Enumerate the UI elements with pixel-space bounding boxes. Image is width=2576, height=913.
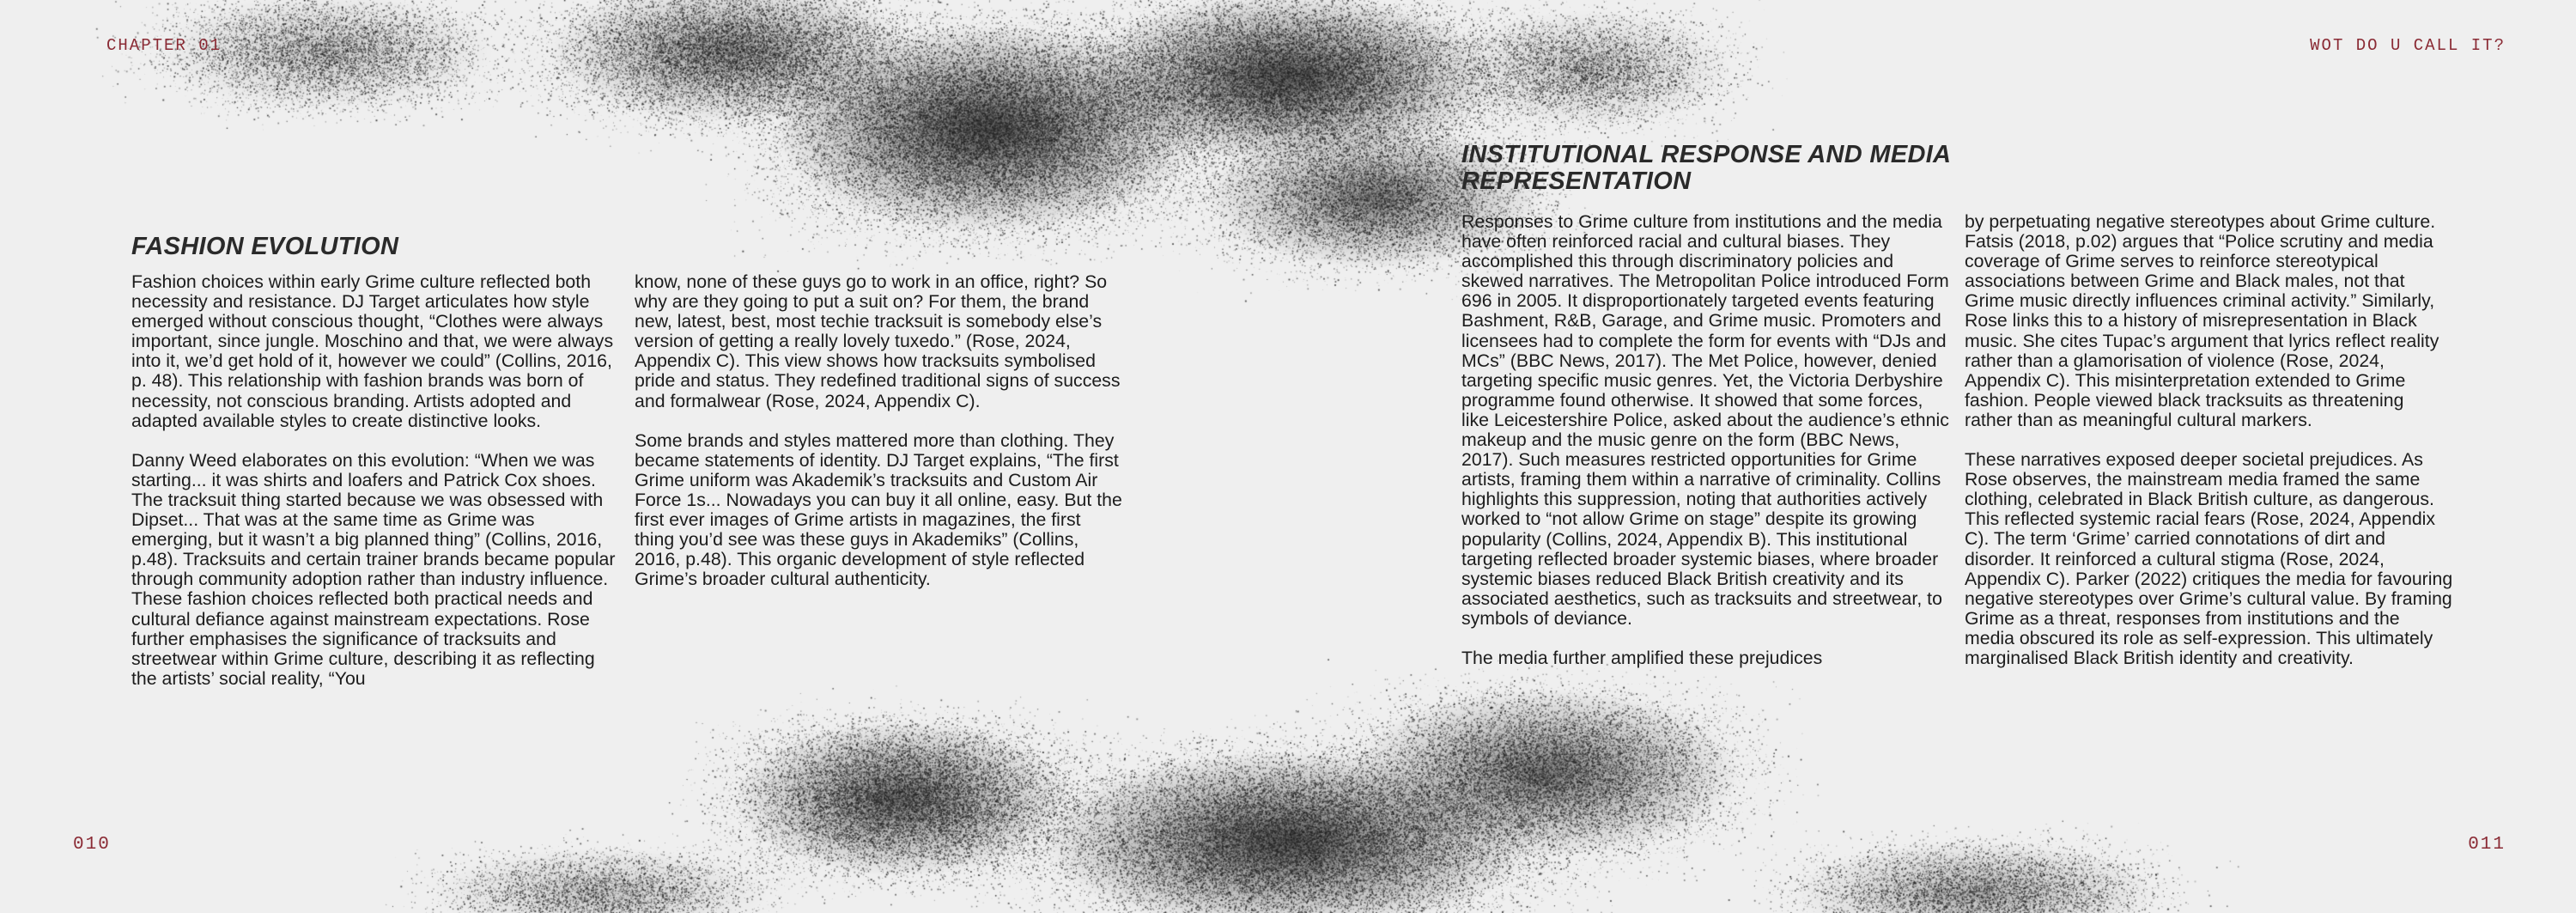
left-page-column-1 [131, 272, 621, 709]
running-head-left: CHAPTER 01 [106, 36, 222, 55]
paragraph: Fashion choices within early Grime culture reflected both necessity and resistance. DJ Target articulates how style emerged without conscious thought, “Clothes were always important, since jungle. Moschino and that, we were always into it, we’d get hold of it, however we could” (Collins, 2016, p. 48). This relationship with fashion brands was born of necessity, not conscious branding. Artists adopted and adapted available styles to create distinctive looks. [131, 271, 614, 431]
left-page-column-2 [635, 272, 1124, 609]
section-heading-institutional-response [1461, 142, 1951, 195]
heading-line: INSTITUTIONAL RESPONSE AND MEDIA [1461, 141, 1952, 168]
paragraph: The media further amplified these prejudices [1461, 647, 1823, 668]
page-number-left: 010 [73, 835, 111, 855]
right-page-column-2 [1965, 212, 2454, 688]
section-heading-fashion-evolution: FASHION EVOLUTION [131, 233, 399, 260]
paragraph: Some brands and styles mattered more than clothing. They became statements of identity. DJ Target explains, “The first Grime uniform was Akademik’s tracksuits and Custom Air Force 1s... Nowadays you can buy it all online, easy. But the first ever images of Grime artists in magazines, the first thing you’d see was these guys in Akademiks” (Collins, 2016, p.48). This organic development of style reflected Grime’s broader cultural authenticity. [635, 429, 1122, 590]
paragraph: know, none of these guys go to work in an office, right? So why are they going to put a suit on? For them, the brand new, latest, best, most techie tracksuit is somebody else’s version of getting a really lovely tuxedo.” (Rose, 2024, Appendix C). This view shows how tracksuits symbolised pride and status. They redefined traditional signs of success and formalwear (Rose, 2024, Appendix C). [635, 271, 1121, 411]
paragraph: by perpetuating negative stereotypes about Grime culture. Fatsis (2018, p.02) argues that “Police scrutiny and media coverage of Grime serves to reinforce stereotypical associations between Grime and Black males, not that Grime music directly influences criminal activity.” Similarly, Rose links this to a history of misrepresentation in Black music. She cites Tupac’s argument that lyrics reflect reality rather than a glamorisation of violence (Rose, 2024, Appendix C). This misinterpretation extended to Grime fashion. People viewed black tracksuits as threatening rather than as meaningful cultural markers. [1965, 211, 2439, 430]
page-number-right: 011 [2468, 835, 2506, 855]
paragraph: Responses to Grime culture from institutions and the media have often reinforced racial and cultural biases. They accomplished this through discriminatory policies and skewed narratives. The Metropolitan Police introduced Form 696 in 2005. It disproportionately targeted events featuring Bashment, R&B, Garage, and Grime music. Promoters and licensees had to complete the form for events with “DJs and MCs” (BBC News, 2017). The Met Police, however, denied targeting specific music genres. Yet, the Victoria Derbyshire programme found otherwise. It showed that some forces, like Leicestershire Police, asked about the audience’s ethnic makeup and the music genre on the form (BBC News, 2017). Such measures restricted opportunities for Grime artists, framing them within a narrative of criminality. Collins highlights this suppression, noting that authorities actively worked to “not allow Grime on stage” despite its growing popularity (Collins, 2024, Appendix B). This institutional targeting reflected broader systemic biases, where broader systemic biases reduced Black British creativity and its associated aesthetics, such as tracksuits and streetwear, to symbols of deviance. [1461, 211, 1949, 629]
right-page-column-1 [1461, 212, 1951, 688]
paragraph: These narratives exposed deeper societal prejudices. As Rose observes, the mainstream media framed the same clothing, celebrated in Black British culture, as dangerous. This reflected systemic racial fears (Rose, 2024, Appendix C). The term ‘Grime’ carried connotations of dirt and disorder. It reinforced a cultural stigma (Rose, 2024, Appendix C). Parker (2022) critiques the media for favouring negative stereotypes over Grime’s cultural value. By framing Grime as a threat, responses from institutions and the media obscured its role as self-expression. This ultimately marginalised Black British identity and creativity. [1965, 449, 2453, 668]
heading-line: REPRESENTATION [1461, 167, 1692, 195]
running-head-right: WOT DO U CALL IT? [2310, 36, 2506, 55]
paragraph: Danny Weed elaborates on this evolution: “When we was starting... it was shirts and loafers and Patrick Cox shoes. The tracksuit thing started because we was obsessed with Dipset... That was at the same time as Grime was emerging, but it wasn’t a big planned thing” (Collins, 2016, p.48). Tracksuits and certain trainer brands became popular through community adoption rather than industry influence. These fashion choices reflected both practical needs and cultural defiance against mainstream expectations. Rose further emphasises the significance of tracksuits and streetwear within Grime culture, describing it as reflecting the artists’ social reality, “You [131, 449, 616, 689]
